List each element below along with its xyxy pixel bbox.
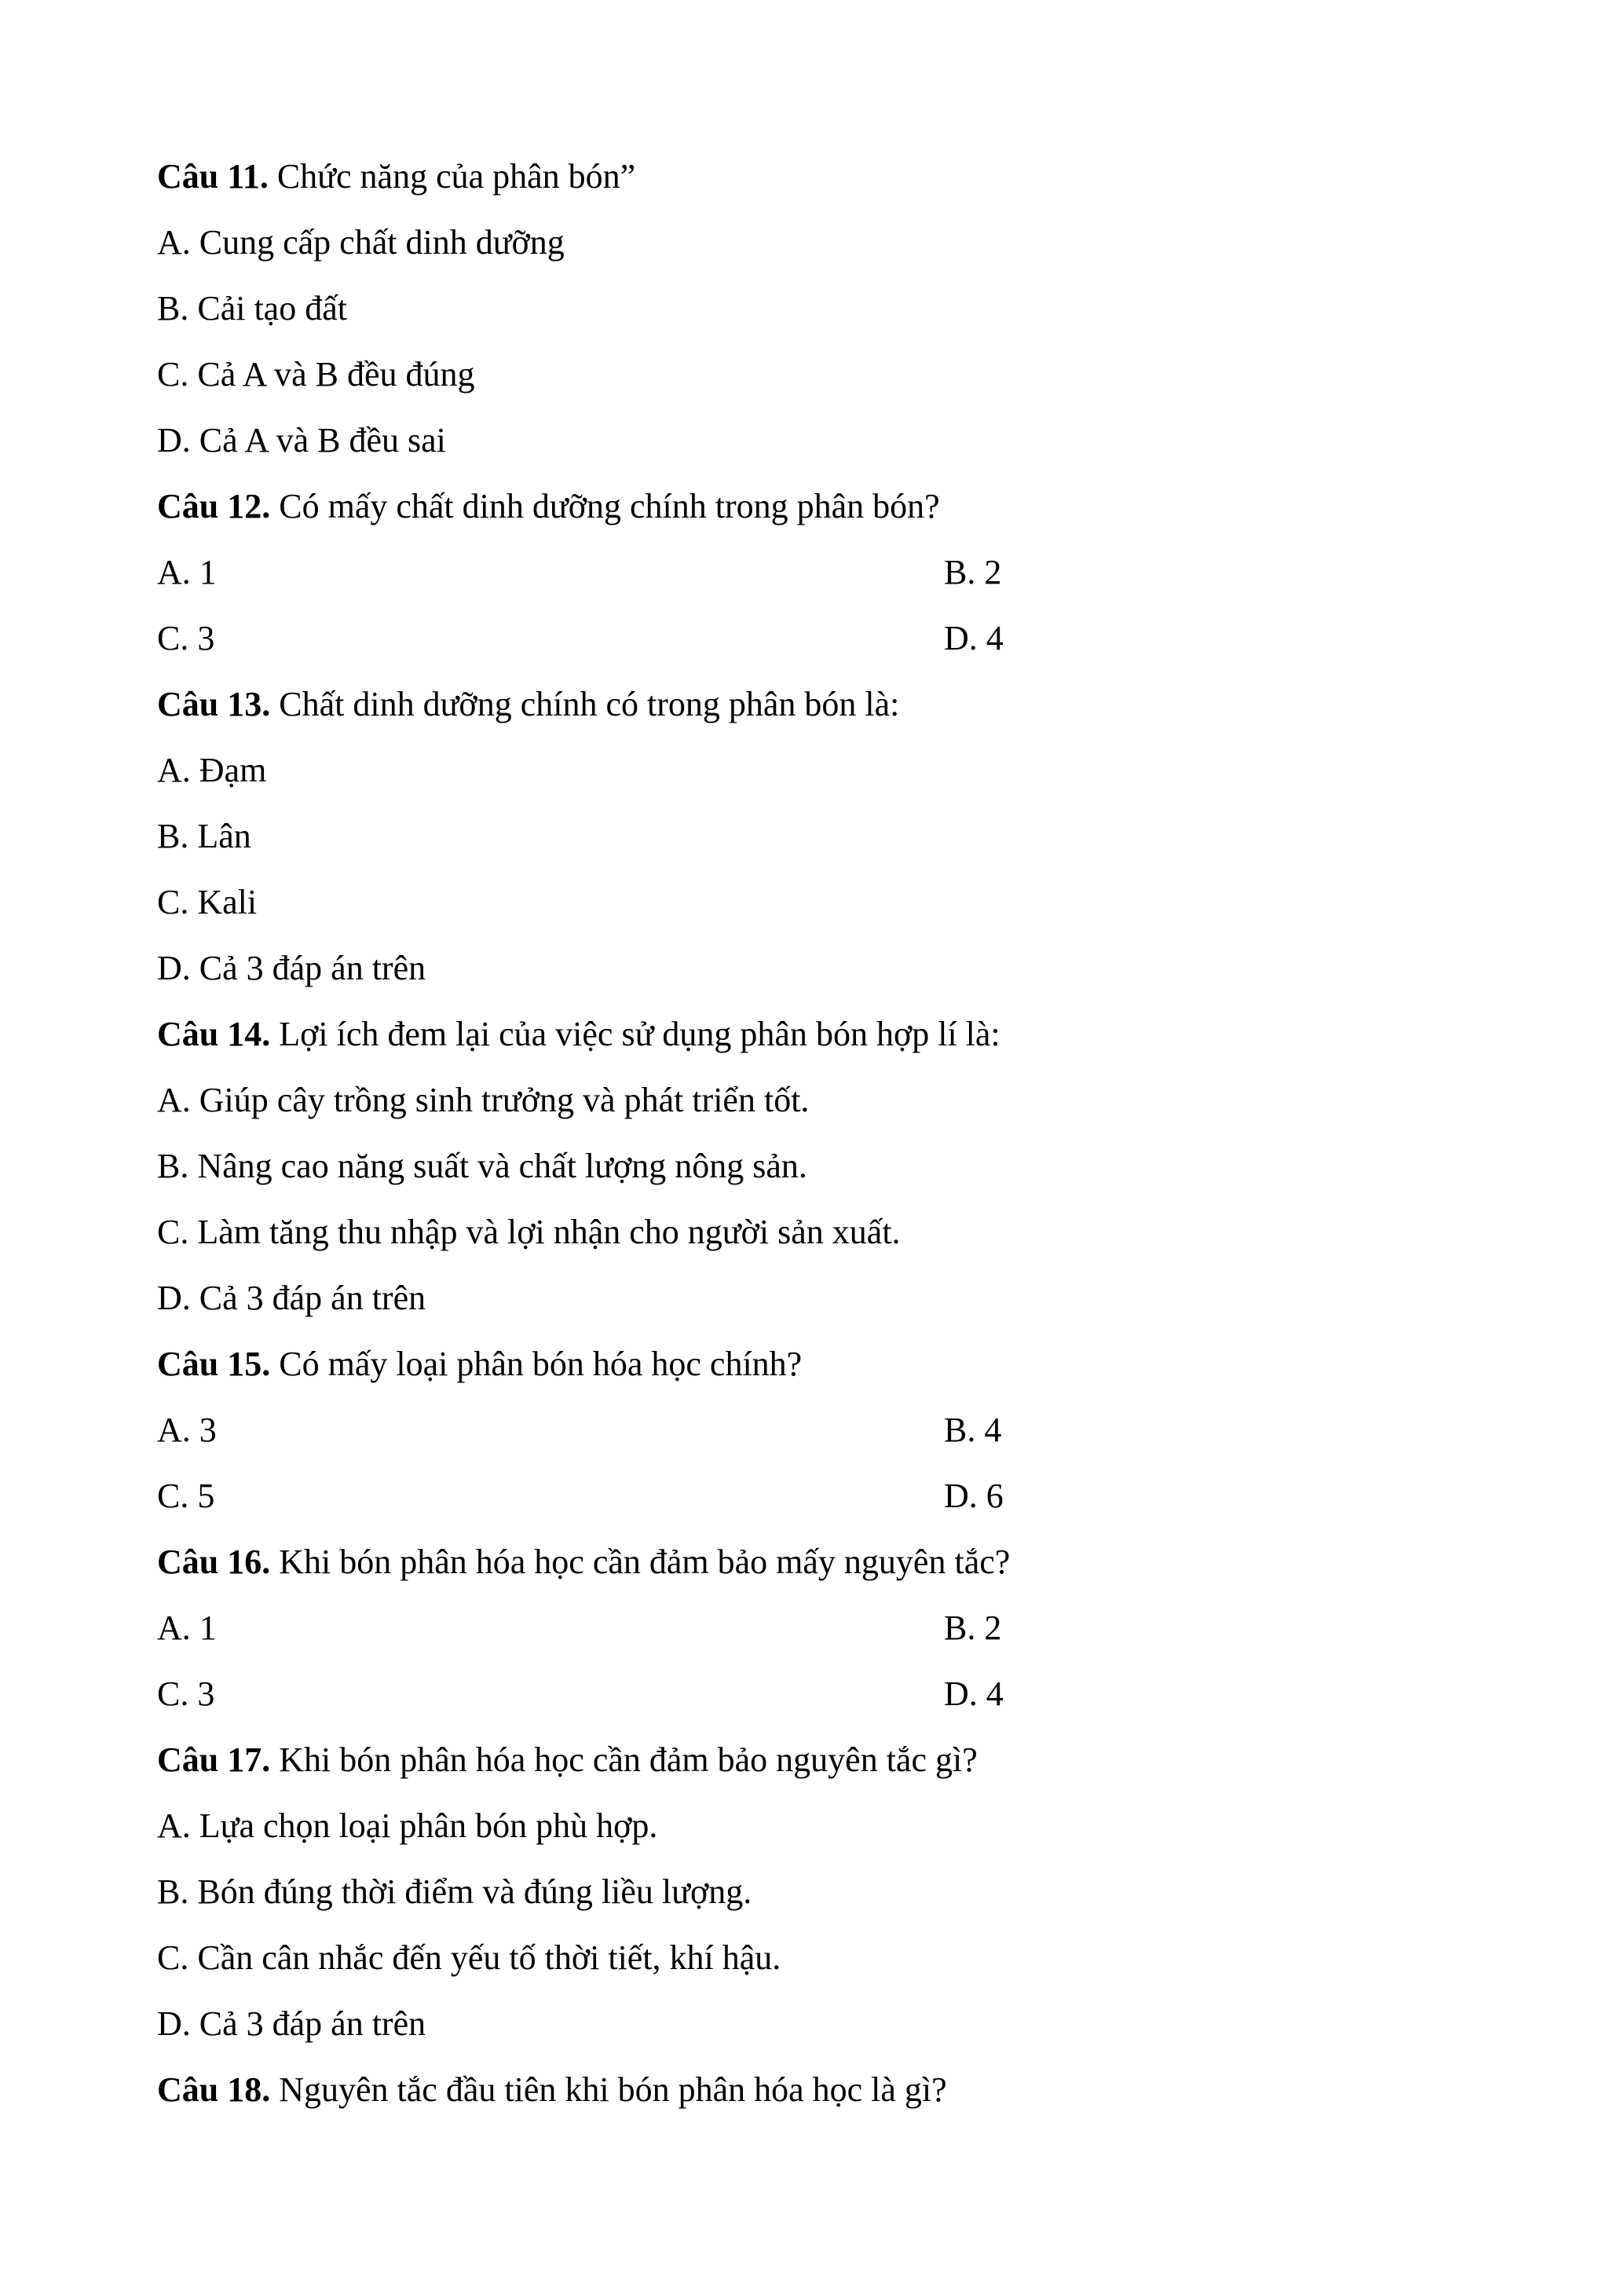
answer-row xyxy=(157,1473,1492,1539)
answer-option: B. Bón đúng thời điểm và đúng liều lượng. xyxy=(157,1872,752,1911)
question-text: Chất dinh dưỡng chính có trong phân bón là: xyxy=(270,685,900,723)
answer-option: C. 3 xyxy=(157,1675,215,1713)
question-number: Câu 16. xyxy=(157,1543,271,1581)
answer-option: A. Cung cấp chất dinh dưỡng xyxy=(157,223,565,262)
question-14 xyxy=(157,1012,1492,1078)
answer-option: C. 3 xyxy=(157,619,215,657)
answer-option: B. 2 xyxy=(944,1609,1002,1647)
question-12 xyxy=(157,484,1492,550)
answer-option: C. Làm tăng thu nhập và lợi nhận cho người sản xuất. xyxy=(157,1213,901,1251)
question-17 xyxy=(157,1737,1492,1803)
question-number: Câu 14. xyxy=(157,1015,271,1053)
question-text: Lợi ích đem lại của việc sử dụng phân bón hợp lí là: xyxy=(270,1015,1000,1053)
question-number: Câu 15. xyxy=(157,1345,271,1383)
answer-option: D. 4 xyxy=(944,1675,1004,1713)
question-text: Nguyên tắc đầu tiên khi bón phân hóa học là gì? xyxy=(270,2070,947,2109)
answer-option: D. Cả 3 đáp án trên xyxy=(157,2004,426,2043)
question-11 xyxy=(157,154,1492,220)
answer-option: A. Đạm xyxy=(157,751,267,789)
question-text: Có mấy loại phân bón hóa học chính? xyxy=(270,1345,803,1383)
answer-option: D. Cả A và B đều sai xyxy=(157,421,446,459)
answer-option: C. Kali xyxy=(157,883,258,921)
answer-row xyxy=(157,1407,1492,1473)
answer-option: C. Cần cân nhắc đến yếu tố thời tiết, khí hậu. xyxy=(157,1938,781,1977)
question-18 xyxy=(157,2067,1492,2133)
answer-option: A. Lựa chọn loại phân bón phù hợp. xyxy=(157,1806,658,1845)
answer-row xyxy=(157,1605,1492,1671)
question-text: Khi bón phân hóa học cần đảm bảo nguyên tắc gì? xyxy=(270,1740,978,1779)
question-text: Chức năng của phân bón” xyxy=(268,157,636,196)
answer-option: A. 1 xyxy=(157,1609,217,1647)
answer-row xyxy=(157,616,1492,682)
question-15 xyxy=(157,1341,1492,1407)
answer-row xyxy=(157,1671,1492,1737)
quiz-page xyxy=(157,154,1492,2133)
question-13 xyxy=(157,682,1492,748)
answer-option: B. Nâng cao năng suất và chất lượng nông sản. xyxy=(157,1147,807,1185)
answer-option: C. 5 xyxy=(157,1477,215,1515)
question-number: Câu 17. xyxy=(157,1740,271,1779)
answer-option: B. Cải tạo đất xyxy=(157,289,347,328)
question-number: Câu 18. xyxy=(157,2070,271,2109)
question-number: Câu 12. xyxy=(157,487,271,525)
answer-option: D. Cả 3 đáp án trên xyxy=(157,1279,426,1317)
answer-option: A. 3 xyxy=(157,1411,217,1449)
answer-option: B. 4 xyxy=(944,1411,1002,1449)
answer-option: C. Cả A và B đều đúng xyxy=(157,355,475,393)
question-text: Khi bón phân hóa học cần đảm bảo mấy nguyên tắc? xyxy=(270,1543,1011,1581)
answer-option: D. 4 xyxy=(944,619,1004,657)
answer-option: D. Cả 3 đáp án trên xyxy=(157,949,426,987)
answer-option: D. 6 xyxy=(944,1477,1004,1515)
answer-option: B. Lân xyxy=(157,817,251,855)
question-number: Câu 11. xyxy=(157,157,269,196)
answer-option: A. 1 xyxy=(157,553,217,591)
answer-row xyxy=(157,550,1492,616)
question-text: Có mấy chất dinh dưỡng chính trong phân bón? xyxy=(270,487,940,525)
question-16 xyxy=(157,1539,1492,1605)
question-number: Câu 13. xyxy=(157,685,271,723)
answer-option: A. Giúp cây trồng sinh trưởng và phát triển tốt. xyxy=(157,1081,810,1119)
answer-option: B. 2 xyxy=(944,553,1002,591)
